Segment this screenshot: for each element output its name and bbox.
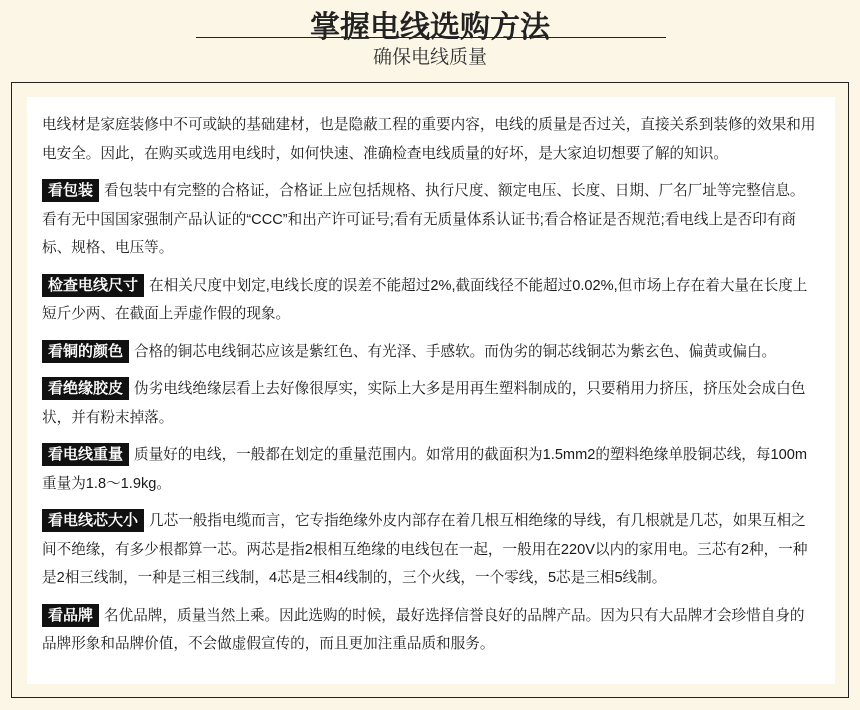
section-size (42, 272, 819, 329)
section-text: 质量好的电线，一般都在划定的重量范围内。如常用的截面积为1.5mm2的塑料绝缘单股铜芯线，每100m重量为1.8～1.9kg。 (42, 447, 807, 492)
section-text: 名优品牌，质量当然上乘。因此选购的时候，最好选择信誉良好的品牌产品。因为只有大品牌才会珍惜自身的品牌形象和品牌价值，不会做虚假宣传的，而且更加注重品质和服务。 (42, 607, 805, 652)
section-text: 合格的铜芯电线铜芯应该是紫红色、有光泽、手感软。而伪劣的铜芯线铜芯为紫玄色、偏黄或偏白。 (134, 343, 777, 360)
section-label: 看电线芯大小 (42, 509, 144, 532)
title-divider (196, 37, 666, 38)
section-label: 看绝缘胶皮 (42, 377, 129, 400)
page-title: 掌握电线选购方法 (310, 11, 550, 44)
section-label: 检查电线尺寸 (42, 274, 144, 297)
section-label: 看电线重量 (42, 443, 129, 466)
content-panel (27, 97, 835, 684)
section-label: 看包装 (42, 179, 99, 202)
page-subtitle: 确保电线质量 (372, 47, 487, 68)
section-text: 在相关尺度中划定,电线长度的误差不能超过2%,截面线径不能超过0.02%,但市场上存在着大量在长度上短斤少两、在截面上弄虚作假的现象。 (42, 277, 808, 322)
section-copper-color (42, 338, 819, 367)
section-insulation (42, 375, 819, 432)
section-text: 伪劣电线绝缘层看上去好像很厚实，实际上大多是用再生塑料制成的，只要稍用力挤压，挤压处会成白色状，并有粉末掉落。 (42, 381, 806, 426)
section-label: 看铜的颜色 (42, 340, 129, 363)
intro-paragraph: 电线材是家庭装修中不可或缺的基础建材，也是隐蔽工程的重要内容，电线的质量是否过关，直接关系到装修的效果和用电安全。因此，在购买或选用电线时，如何快速、准确检查电线质量的好坏，是大家迫切想要了解的知识。 (42, 117, 816, 162)
section-label: 看品牌 (42, 604, 99, 627)
section-brand (42, 602, 819, 659)
section-packaging (42, 177, 819, 263)
section-text: 看包装中有完整的合格证，合格证上应包括规格、执行尺度、额定电压、长度、日期、厂名厂址等完整信息。看有无中国国家强制产品认证的“CCC”和出产许可证号;看有无质量体系认证书;看合格证是否规范;看电线上是否印有商标、规格、电压等。 (42, 183, 805, 256)
section-text: 几芯一般指电缆而言，它专指绝缘外皮内部存在着几根互相绝缘的导线，有几根就是几芯，如果互相之间不绝缘，有多少根都算一芯。两芯是指2根相互绝缘的电线包在一起，一般用在220V以内的家用电。三芯有2种，一种是2相三线制，一种是三相三线制，4芯是三相4线制的，三个火线，一个零线，5芯是三相5线制。 (42, 513, 808, 586)
section-weight (42, 441, 819, 498)
section-core-count (42, 507, 819, 593)
